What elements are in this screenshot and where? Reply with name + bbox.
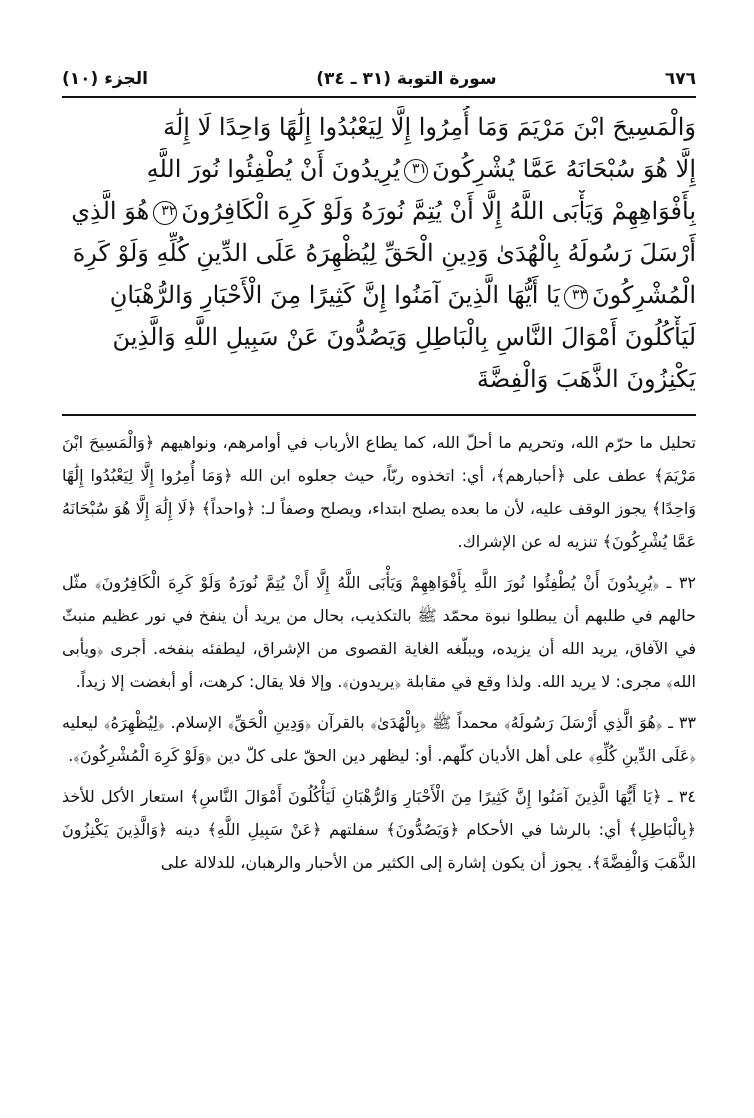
tafsir-paragraph: تحليل ما حرّم الله، وتحريم ما أحلّ الله، كما يطاع الأرباب في أوامرهم، ونواهيهم ﴿وَالْمَسِيحَ ابْنَ مَرْيَمَ﴾ عطف على ﴿أحبارهم﴾، أي: اتخذوه ربّاً، حيث جعلوه ابن الله ﴿وَمَا أُمِرُوا إِلَّا لِيَعْبُدُوا إِلَٰهًا وَاحِدًا﴾ يجوز الوقف عليه، لأن ما بعده يصلح ابتداء، ويصلح وصفاً لـ: ﴿واحداً﴾ ﴿لَا إِلَٰهَ إِلَّا هُوَ سُبْحَانَهُ عَمَّا يُشْرِكُونَ﴾ تنزيه له عن الإشراك. (62, 433, 696, 551)
tafsir-paragraph: ٣٤ ـ ﴿يَا أَيُّهَا الَّذِينَ آمَنُوا إِنَّ كَثِيرًا مِنَ الْأَحْبَارِ وَالرُّهْبَانِ لَيَأْكُلُونَ أَمْوَالَ النَّاسِ﴾ استعار الأكل للأخذ ﴿بِالْبَاطِلِ﴾ أي: بالرشا في الأحكام ﴿وَيَصُدُّونَ﴾ سفلتهم ﴿عَنْ سَبِيلِ اللَّهِ﴾ دينه ﴿وَالَّذِينَ يَكْنِزُونَ الذَّهَبَ وَالْفِضَّةَ﴾. يجوز أن يكون إشارة إلى الكثير من الأحبار والرهبان، للدلالة على (62, 787, 696, 872)
tafsir-text (62, 426, 696, 879)
quran-line: إِلَّا هُوَ سُبْحَانَهُ عَمَّا يُشْرِكُونَ٣١يُرِيدُونَ أَنْ يُطْفِئُوا نُورَ اللَّهِ (146, 155, 696, 183)
page-number: ٦٧٦ (664, 69, 696, 89)
quran-line: يَكْنِزُونَ الذَّهَبَ وَالْفِضَّةَ (476, 365, 696, 393)
surah-title: سورة التوبة (٣١ ـ ٣٤) (316, 69, 497, 89)
quran-line: الْمُشْرِكُونَ٣٣يَا أَيُّهَا الَّذِينَ آمَنُوا إِنَّ كَثِيرًا مِنَ الْأَحْبَارِ وَالرُّهْبَانِ (109, 281, 696, 309)
quran-line: بِأَفْوَاهِهِمْ وَيَأْبَى اللَّهُ إِلَّا أَنْ يُتِمَّ نُورَهُ وَلَوْ كَرِهَ الْكَافِرُونَ٣٢هُوَ الَّذِي (71, 197, 696, 225)
quran-text (62, 106, 696, 400)
quran-line: لَيَأْكُلُونَ أَمْوَالَ النَّاسِ بِالْبَاطِلِ وَيَصُدُّونَ عَنْ سَبِيلِ اللَّهِ وَالَّذِينَ (112, 323, 696, 351)
page (62, 62, 696, 1088)
ayah-number: ٣٢ (153, 201, 177, 225)
ayah-number: ٣٣ (564, 285, 588, 309)
quran-line: أَرْسَلَ رَسُولَهُ بِالْهُدَىٰ وَدِينِ الْحَقِّ لِيُظْهِرَهُ عَلَى الدِّينِ كُلِّهِ وَلَوْ كَرِهَ (72, 239, 696, 267)
ayah-number: ٣١ (404, 159, 428, 183)
page-header (62, 62, 696, 98)
juz-label: الجزء (١٠) (62, 69, 148, 89)
tafsir-paragraph: ٣٢ ـ ﴿يُرِيدُونَ أَنْ يُطْفِئُوا نُورَ اللَّهِ بِأَفْوَاهِهِمْ وَيَأْبَى اللَّهُ إِلَّا أَنْ يُتِمَّ نُورَهُ وَلَوْ كَرِهَ الْكَافِرُونَ﴾ مثّل حالهم في طلبهم أن يبطلوا نبوة محمّد ﷺ بالتكذيب، بحال من يريد أن ينفخ في نور عظيم منبثّ في الآفاق، يريد الله أن يزيده، ويبلّغه الغاية القصوى من الإشراق، ليطفئه بنفخه. أجرى ﴿ويأبى الله﴾ مجرى: لا يريد الله. ولذا وقع في مقابلة ﴿يريدون﴾. وإلا فلا يقال: كرهت، أو أبغضت إلا زيداً. (62, 573, 696, 691)
tafsir-paragraph: ٣٣ ـ ﴿هُوَ الَّذِي أَرْسَلَ رَسُولَهُ﴾ محمداً ﷺ ﴿بِالْهُدَىٰ﴾ بالقرآن ﴿وَدِينِ الْحَقِّ﴾ الإسلام. ﴿لِيُظْهِرَهُ﴾ ليعليه ﴿عَلَى الدِّينِ كُلِّهِ﴾ على أهل الأديان كلّهم. أو: ليظهر دين الحقّ على كلّ دين ﴿وَلَوْ كَرِهَ الْمُشْرِكُونَ﴾. (62, 713, 696, 765)
separator-line (62, 414, 696, 416)
quran-line: وَالْمَسِيحَ ابْنَ مَرْيَمَ وَمَا أُمِرُوا إِلَّا لِيَعْبُدُوا إِلَٰهًا وَاحِدًا لَا إِلَٰهَ (163, 113, 696, 141)
